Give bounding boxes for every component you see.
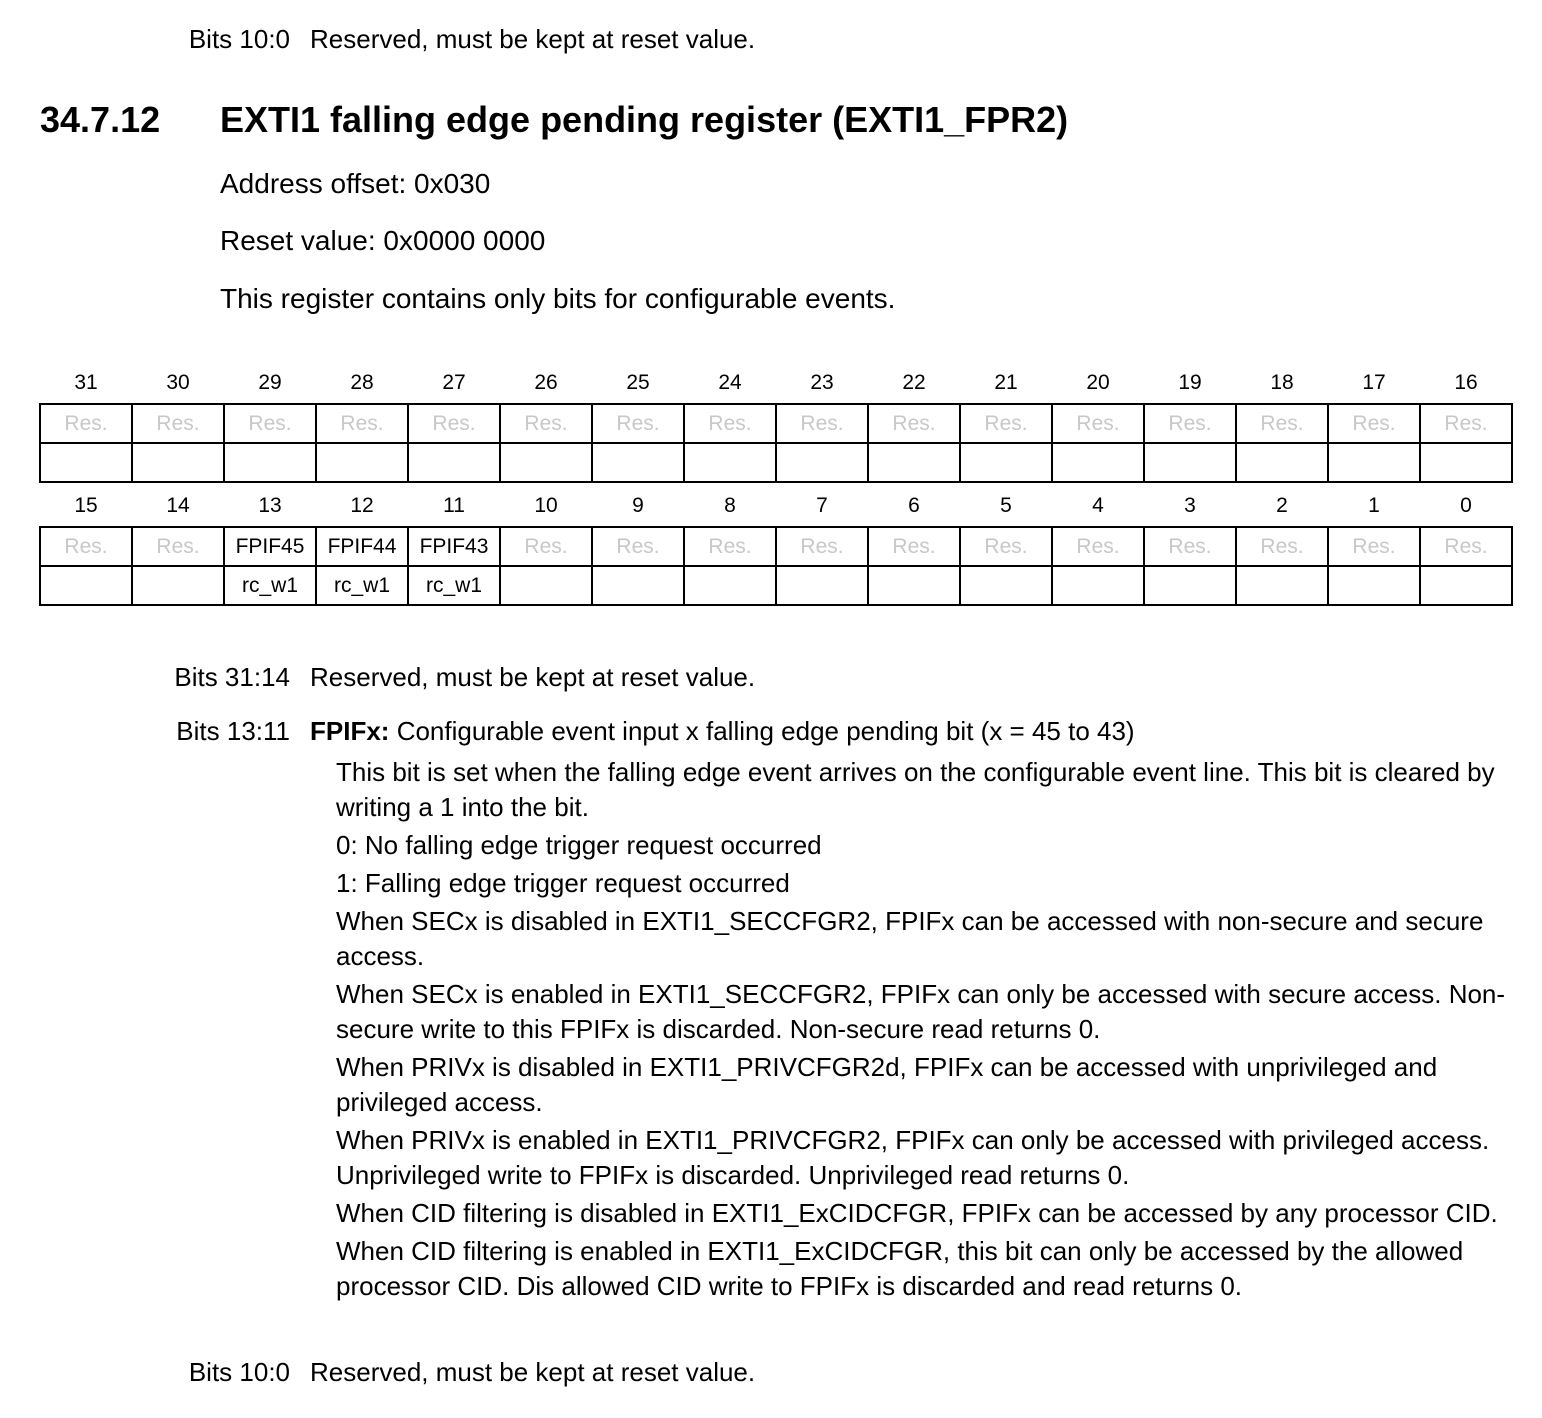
bit-access-type: [960, 443, 1052, 482]
reserved-bit-cell: Res.: [1236, 404, 1328, 443]
top-bits-text: Reserved, must be kept at reset value.: [310, 24, 756, 54]
reset-value: Reset value: 0x0000 0000: [220, 225, 546, 256]
bit-number: 27: [442, 371, 466, 394]
bit-number: 1: [1368, 494, 1380, 517]
bit-number: 30: [166, 371, 190, 394]
bit-access-type: [592, 566, 684, 605]
bit-number: 8: [724, 494, 736, 517]
bit-number: 25: [626, 371, 650, 394]
desc-paragraph: When PRIVx is enabled in EXTI1_PRIVCFGR2, FPIFx can only be accessed with privileged access. Unprivileged write to FPIFx is discarded. Unprivileged read returns 0.: [336, 1125, 1490, 1190]
reserved-bit-cell: Res.: [1328, 404, 1420, 443]
bit-number: 14: [166, 494, 190, 517]
bit-access-type: [868, 443, 960, 482]
field-bits-13-11: Bits 13:11: [176, 716, 290, 746]
reserved-bit-cell: Res.: [132, 527, 224, 566]
bit-number: 15: [74, 494, 98, 517]
desc-paragraph: 0: No falling edge trigger request occurred: [336, 830, 822, 860]
address-offset: Address offset: 0x030: [220, 168, 491, 199]
bit-number: 29: [258, 371, 282, 394]
section-number: 34.7.12: [40, 99, 161, 140]
bit-field-name: FPIF44: [316, 527, 408, 566]
bit-field-name: FPIF45: [224, 527, 316, 566]
bit-number: 3: [1184, 494, 1196, 517]
field-text-10-0: Reserved, must be kept at reset value.: [310, 1357, 756, 1387]
reserved-bit-cell: Res.: [592, 404, 684, 443]
bit-number: 23: [810, 371, 834, 394]
bit-number: 13: [258, 494, 282, 517]
bit-number: 20: [1086, 371, 1110, 394]
bit-access-type: [1236, 566, 1328, 605]
field-text-31-14: Reserved, must be kept at reset value.: [310, 662, 756, 692]
bit-number: 9: [632, 494, 644, 517]
bit-access-type: [500, 566, 592, 605]
bit-number: 28: [350, 371, 374, 394]
bit-access-type: [776, 443, 868, 482]
bit-access-type: rc_w1: [224, 566, 316, 605]
bit-number: 26: [534, 371, 558, 394]
reserved-bit-cell: Res.: [132, 404, 224, 443]
bit-access-type: [868, 566, 960, 605]
bit-access-type: [684, 443, 776, 482]
reserved-bit-cell: Res.: [684, 527, 776, 566]
bit-number: 21: [994, 371, 1018, 394]
bit-access-type: [776, 566, 868, 605]
bit-access-type: rc_w1: [408, 566, 500, 605]
bit-access-type: [684, 566, 776, 605]
bit-access-type: [408, 443, 500, 482]
field-name-fpifx: FPIFx:: [310, 716, 390, 746]
bit-number: 5: [1000, 494, 1012, 517]
field-bits-10-0: Bits 10:0: [188, 1357, 290, 1387]
field-heading-13-11: [310, 716, 1135, 746]
bit-number: 18: [1270, 371, 1294, 394]
desc-paragraph: When CID filtering is disabled in EXTI1_ExCIDCFGR, FPIFx can be accessed by any processor CID.: [336, 1198, 1498, 1228]
bit-number: 6: [908, 494, 920, 517]
reserved-bit-cell: Res.: [224, 404, 316, 443]
reserved-bit-cell: Res.: [40, 527, 132, 566]
bit-number: 0: [1460, 494, 1472, 517]
bit-number: 2: [1276, 494, 1288, 517]
bit-access-type: [40, 566, 132, 605]
top-bits-label: Bits 10:0: [188, 24, 290, 54]
field-description-fpifx: [336, 755, 1506, 1307]
desc-paragraph: 1: Falling edge trigger request occurred: [336, 868, 790, 898]
reserved-bit-cell: Res.: [1420, 527, 1512, 566]
reserved-bit-cell: Res.: [684, 404, 776, 443]
bit-number: 22: [902, 371, 926, 394]
desc-paragraph: When SECx is disabled in EXTI1_SECCFGR2, FPIFx can be accessed with non-secure and secure access.: [336, 906, 1484, 971]
reserved-bit-cell: Res.: [776, 404, 868, 443]
reserved-bit-cell: Res.: [1052, 404, 1144, 443]
bit-access-type: [1052, 443, 1144, 482]
register-map-lower: [39, 486, 1513, 606]
bit-number: 7: [816, 494, 828, 517]
reserved-bit-cell: Res.: [40, 404, 132, 443]
bit-number: 24: [718, 371, 742, 394]
bit-access-type: [960, 566, 1052, 605]
bit-number: 31: [74, 371, 98, 394]
section-title: EXTI1 falling edge pending register (EXTI1_FPR2): [220, 99, 1069, 140]
reserved-bit-cell: Res.: [1328, 527, 1420, 566]
field-bits-31-14: Bits 31:14: [174, 662, 290, 692]
bit-access-type: [1052, 566, 1144, 605]
bit-number: 19: [1178, 371, 1202, 394]
bit-number: 17: [1362, 371, 1386, 394]
bit-number: 4: [1092, 494, 1104, 517]
reserved-bit-cell: Res.: [592, 527, 684, 566]
reserved-bit-cell: Res.: [1144, 527, 1236, 566]
bit-access-type: [224, 443, 316, 482]
bit-access-type: [132, 443, 224, 482]
bit-number: 12: [350, 494, 374, 517]
reserved-bit-cell: Res.: [960, 404, 1052, 443]
bit-number: 11: [443, 494, 465, 517]
bit-number: 16: [1454, 371, 1478, 394]
field-summary-fpifx: Configurable event input x falling edge pending bit (x = 45 to 43): [396, 716, 1135, 746]
reserved-bit-cell: Res.: [1236, 527, 1328, 566]
reserved-bit-cell: Res.: [1052, 527, 1144, 566]
bit-access-type: [500, 443, 592, 482]
bit-number: 10: [534, 494, 558, 517]
desc-paragraph: When SECx is enabled in EXTI1_SECCFGR2, FPIFx can only be accessed with secure access. Non-secure write to this FPIFx is discarded. Non-secure read returns 0.: [336, 979, 1506, 1044]
bit-access-type: [1420, 566, 1512, 605]
desc-paragraph: This bit is set when the falling edge event arrives on the configurable event line. This bit is cleared by writing a 1 into the bit.: [336, 757, 1495, 822]
reserved-bit-cell: Res.: [776, 527, 868, 566]
bit-access-type: [1236, 443, 1328, 482]
reserved-bit-cell: Res.: [408, 404, 500, 443]
bit-access-type: [1328, 566, 1420, 605]
reserved-bit-cell: Res.: [500, 527, 592, 566]
bit-access-type: [40, 443, 132, 482]
reserved-bit-cell: Res.: [316, 404, 408, 443]
bit-access-type: [1328, 443, 1420, 482]
bit-access-type: [316, 443, 408, 482]
bit-access-type: [132, 566, 224, 605]
reserved-bit-cell: Res.: [868, 404, 960, 443]
desc-paragraph: When PRIVx is disabled in EXTI1_PRIVCFGR2d, FPIFx can be accessed with unprivileged and privileged access.: [336, 1052, 1438, 1117]
desc-paragraph: When CID filtering is enabled in EXTI1_ExCIDCFGR, this bit can only be accessed by the allowed processor CID. Dis allowed CID write to FPIFx is discarded and read returns 0.: [336, 1236, 1464, 1301]
reserved-bit-cell: Res.: [500, 404, 592, 443]
reserved-bit-cell: Res.: [868, 527, 960, 566]
register-intro: This register contains only bits for configurable events.: [220, 283, 896, 314]
reserved-bit-cell: Res.: [960, 527, 1052, 566]
bit-field-name: FPIF43: [408, 527, 500, 566]
bit-access-type: [592, 443, 684, 482]
register-map-upper: [39, 363, 1513, 483]
reserved-bit-cell: Res.: [1144, 404, 1236, 443]
bit-access-type: [1420, 443, 1512, 482]
reserved-bit-cell: Res.: [1420, 404, 1512, 443]
bit-access-type: [1144, 566, 1236, 605]
bit-access-type: [1144, 443, 1236, 482]
bit-access-type: rc_w1: [316, 566, 408, 605]
